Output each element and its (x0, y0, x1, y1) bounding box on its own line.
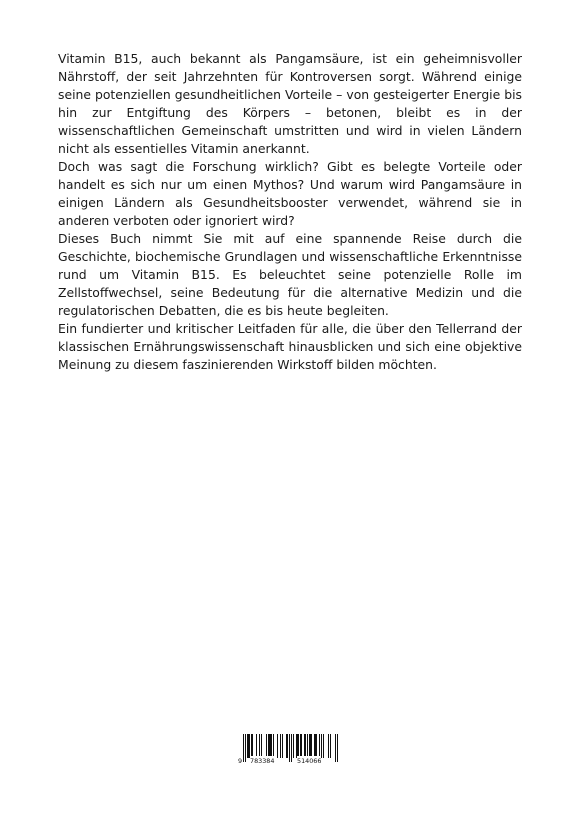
barcode-bar (330, 734, 331, 758)
barcode-bar (261, 734, 262, 758)
barcode-bar (297, 734, 298, 758)
barcode-bar (282, 734, 283, 758)
barcode-bar (310, 734, 311, 758)
barcode-bar (316, 734, 317, 758)
barcode-bar (277, 734, 278, 758)
barcode-bar (266, 734, 267, 758)
blurb-text (58, 50, 522, 374)
barcode-right-group: 514066 (297, 757, 322, 765)
blurb-paragraph-1: Vitamin B15, auch bekannt als Pangamsäure, ist ein geheimnisvoller Nährstoff, der seit Jahrzehnten für Kontroversen sorgt. Während einige seine potenziellen gesundheitlichen Vorteile – von gesteigerter Energie bis hin zur Entgiftung des Körpers – betonen, bleibt es in der wissenschaftlichen Gemeinschaft umstritten und wird in vielen Ländern nicht als essentielles Vitamin anerkannt. (58, 51, 522, 156)
barcode-bar (305, 734, 306, 758)
barcode-bar (287, 734, 288, 758)
blurb-paragraph-4: Ein fundierter und kritischer Leitfaden für alle, die über den Tellerrand der klassischen Ernährungswissenschaft hinausblicken und sich eine objektive Meinung zu diesem faszinierenden Wirkstoff bilden möchten. (58, 321, 522, 372)
barcode-bar (304, 734, 305, 758)
barcode-bar (309, 734, 310, 758)
barcode-bar (298, 734, 299, 758)
barcode-lead-digit: 9 (238, 757, 243, 765)
barcode-bar (256, 734, 257, 758)
barcode-bar (273, 734, 274, 758)
barcode-bar (323, 734, 324, 758)
barcode-bar (328, 734, 329, 758)
barcode-bar (270, 734, 271, 758)
barcode-bar (247, 734, 248, 758)
barcode-bar (315, 734, 316, 758)
barcode-bar (280, 734, 281, 758)
barcode-bar (252, 734, 253, 758)
barcode-bar (248, 734, 249, 758)
barcode-digits (238, 756, 338, 766)
barcode-bar (300, 734, 301, 758)
barcode-bar (259, 734, 260, 758)
barcode-bar (307, 734, 308, 758)
barcode-left-group: 783384 (250, 757, 275, 765)
barcode-bar (301, 734, 302, 758)
barcode-bar (314, 734, 315, 758)
isbn-barcode (238, 734, 338, 768)
barcode-bar (321, 734, 322, 758)
barcode-bar (293, 734, 294, 758)
barcode-bar (296, 734, 297, 758)
barcode-bar (268, 734, 269, 758)
barcode-bar (311, 734, 312, 758)
barcode-bar (319, 734, 320, 758)
barcode-bar (251, 734, 252, 758)
barcode-bar (249, 734, 250, 758)
blurb-paragraph-2: Doch was sagt die Forschung wirklich? Gibt es belegte Vorteile oder handelt es sich nur um einen Mythos? Und warum wird Pangamsäure in einigen Ländern als Gesundheitsbooster verwendet, während sie in anderen verboten oder ignoriert wird? (58, 159, 522, 228)
barcode-bar (271, 734, 272, 758)
barcode-bar (286, 734, 287, 758)
barcode-bar (269, 734, 270, 758)
blurb-paragraph-3: Dieses Buch nimmt Sie mit auf eine spannende Reise durch die Geschichte, biochemische Grundlagen und wissenschaftliche Erkenntnisse rund um Vitamin B15. Es beleuchtet seine potenzielle Rolle im Zellstoffwechsel, seine Bedeutung für die alternative Medizin und die regulatorischen Debatten, die es bis heute begleiten. (58, 231, 522, 318)
